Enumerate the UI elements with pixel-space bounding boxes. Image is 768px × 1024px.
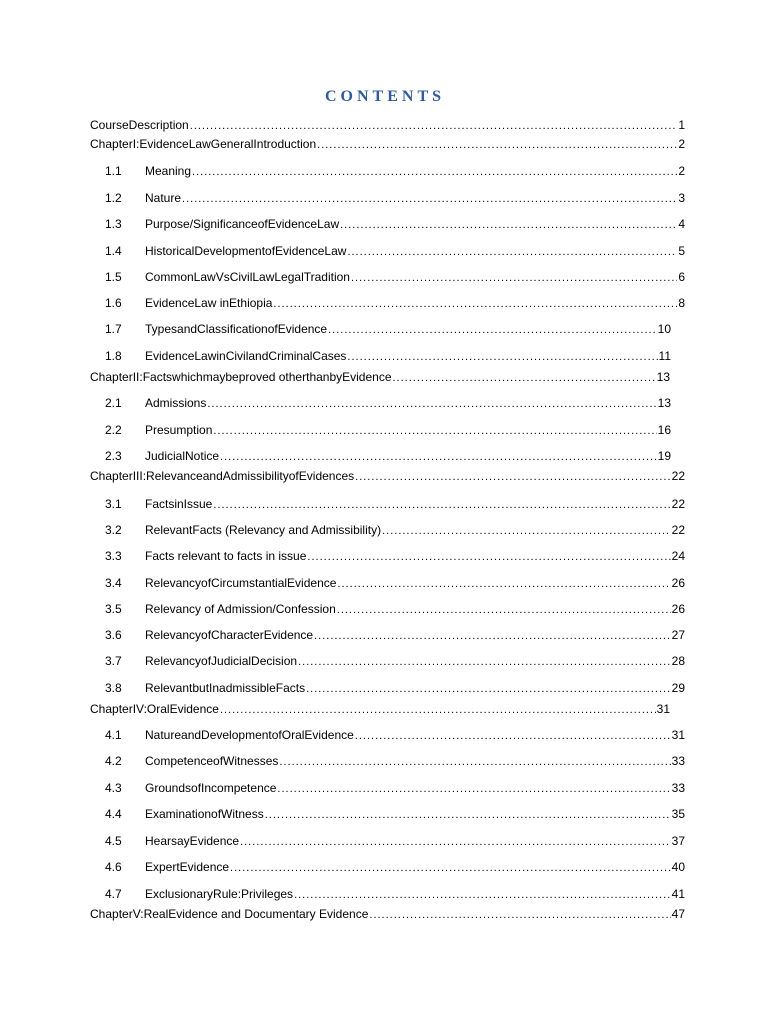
toc-entry[interactable] <box>90 701 670 718</box>
entry-number: 3.4 <box>105 576 122 590</box>
entry-title: CommonLawVsCivilLawLegalTradition <box>145 270 350 284</box>
toc-entry[interactable] <box>105 548 685 565</box>
entry-number: 3.8 <box>105 681 122 695</box>
dot-leader <box>314 628 671 644</box>
entry-title: ChapterI:EvidenceLawGeneralIntroduction <box>90 137 317 151</box>
dot-leader <box>347 244 677 260</box>
dot-leader <box>298 654 671 670</box>
entry-number: 4.4 <box>105 807 122 821</box>
page-number: 47 <box>671 907 685 921</box>
toc-entry[interactable] <box>105 601 685 618</box>
dot-leader <box>273 296 677 312</box>
entry-title: Admissions <box>145 396 207 410</box>
page-number: 31 <box>656 702 670 716</box>
entry-title: ExclusionaryRule:Privileges <box>145 887 294 901</box>
dot-leader <box>265 807 671 823</box>
page-number: 22 <box>671 469 685 483</box>
entry-title: GroundsofIncompetence <box>145 781 277 795</box>
entry-number: 3.5 <box>105 602 122 616</box>
dot-leader <box>182 191 677 207</box>
dot-leader <box>355 728 671 744</box>
page-number: 33 <box>671 754 685 768</box>
dot-leader <box>337 602 671 618</box>
dot-leader <box>317 137 677 153</box>
toc-entry[interactable] <box>105 653 685 670</box>
entry-title: ChapterII:Factswhichmaybeproved otherthanbyEvidence <box>90 370 392 384</box>
dot-leader <box>220 449 657 465</box>
entry-number: 2.2 <box>105 423 122 437</box>
dot-leader <box>213 497 670 513</box>
toc-entry[interactable] <box>105 216 685 233</box>
entry-number: 4.2 <box>105 754 122 768</box>
page-number: 22 <box>671 497 685 511</box>
dot-leader <box>279 754 670 770</box>
toc-entry[interactable] <box>105 448 671 465</box>
page-number: 35 <box>671 807 685 821</box>
toc-entry[interactable] <box>105 833 685 850</box>
toc-entry[interactable] <box>105 163 685 180</box>
entry-number: 1.1 <box>105 164 122 178</box>
entry-title: Meaning <box>145 164 192 178</box>
toc-entry[interactable] <box>90 468 685 485</box>
toc-entry[interactable] <box>105 395 671 412</box>
entry-number: 2.1 <box>105 396 122 410</box>
entry-title: ExaminationofWitness <box>145 807 264 821</box>
entry-title: CourseDescription <box>90 118 189 132</box>
entry-number: 3.6 <box>105 628 122 642</box>
entry-number: 3.3 <box>105 549 122 563</box>
page-number: 5 <box>678 244 685 258</box>
dot-leader <box>207 396 656 412</box>
page-number: 29 <box>671 681 685 695</box>
toc-entry[interactable] <box>90 117 685 134</box>
entry-title: RelevantbutInadmissibleFacts <box>145 681 306 695</box>
page-number: 10 <box>657 322 671 336</box>
entry-title: TypesandClassificationofEvidence <box>145 322 328 336</box>
entry-title: EvidenceLawinCivilandCriminalCases <box>145 349 347 363</box>
page-number: 13 <box>656 370 670 384</box>
page-number: 4 <box>678 217 685 231</box>
dot-leader <box>369 907 670 923</box>
page-number: 26 <box>671 602 685 616</box>
toc-entry[interactable] <box>105 190 685 207</box>
page-number: 6 <box>678 270 685 284</box>
toc-entry[interactable] <box>105 753 685 770</box>
page-number: 1 <box>678 118 685 132</box>
toc-entry[interactable] <box>90 369 670 386</box>
entry-number: 1.4 <box>105 244 122 258</box>
toc-entry[interactable] <box>105 422 671 439</box>
dot-leader <box>351 270 677 286</box>
entry-title: JudicialNotice <box>145 449 220 463</box>
entry-number: 1.2 <box>105 191 122 205</box>
dot-leader <box>393 370 656 386</box>
toc-entry[interactable] <box>105 780 685 797</box>
entry-number: 4.7 <box>105 887 122 901</box>
entry-title: HearsayEvidence <box>145 834 240 848</box>
entry-title: Facts relevant to facts in issue <box>145 549 307 563</box>
page-number: 11 <box>658 349 671 363</box>
entry-title: CompetenceofWitnesses <box>145 754 279 768</box>
entry-title: ExpertEvidence <box>145 860 230 874</box>
toc-entry[interactable] <box>105 348 671 365</box>
toc-entry[interactable] <box>105 496 685 513</box>
toc-entry[interactable] <box>90 906 685 923</box>
entry-title: RelevancyofCircumstantialEvidence <box>145 576 337 590</box>
page-number: 2 <box>678 137 685 151</box>
dot-leader <box>190 118 678 134</box>
toc-entry[interactable] <box>105 859 685 876</box>
page-number: 37 <box>671 834 685 848</box>
entry-number: 1.7 <box>105 322 122 336</box>
toc-entry[interactable] <box>105 575 685 592</box>
entry-number: 4.1 <box>105 728 122 742</box>
page-number: 19 <box>657 449 671 463</box>
entry-title: Nature <box>145 191 182 205</box>
dot-leader <box>337 576 670 592</box>
entry-number: 1.3 <box>105 217 122 231</box>
entry-title: EvidenceLaw inEthiopia <box>145 296 273 310</box>
toc-entry[interactable] <box>90 136 685 153</box>
entry-title: RelevantFacts (Relevancy and Admissibility) <box>145 523 382 537</box>
entry-title: RelevancyofCharacterEvidence <box>145 628 314 642</box>
page-title: CONTENTS <box>324 88 446 105</box>
dot-leader <box>347 349 657 365</box>
entry-number: 1.8 <box>105 349 122 363</box>
entry-number: 4.3 <box>105 781 122 795</box>
dot-leader <box>382 523 671 539</box>
page-number: 2 <box>678 164 685 178</box>
entry-title: HistoricalDevelopmentofEvidenceLaw <box>145 244 347 258</box>
toc-entry[interactable] <box>105 886 685 903</box>
toc-entry[interactable] <box>105 243 685 260</box>
entry-title: ChapterIII:RelevanceandAdmissibilityofEvidences <box>90 469 355 483</box>
dot-leader <box>213 423 656 439</box>
dot-leader <box>340 217 677 233</box>
toc-entry[interactable] <box>105 727 685 744</box>
page-number: 24 <box>671 549 685 563</box>
entry-title: RelevancyofJudicialDecision <box>145 654 298 668</box>
page-number: 26 <box>671 576 685 590</box>
toc-entry[interactable] <box>105 321 671 338</box>
entry-title: FactsinIssue <box>145 497 213 511</box>
page-number: 31 <box>671 728 685 742</box>
entry-title: NatureandDevelopmentofOralEvidence <box>145 728 354 742</box>
page-number: 28 <box>671 654 685 668</box>
dot-leader <box>328 322 657 338</box>
entry-title: Purpose/SignificanceofEvidenceLaw <box>145 217 340 231</box>
page-number: 40 <box>671 860 685 874</box>
entry-title: Presumption <box>145 423 213 437</box>
entry-title: Relevancy of Admission/Confession <box>145 602 336 616</box>
entry-number: 4.6 <box>105 860 122 874</box>
entry-number: 1.5 <box>105 270 122 284</box>
toc-entry[interactable] <box>105 806 685 823</box>
toc-entry[interactable] <box>105 627 685 644</box>
entry-number: 2.3 <box>105 449 122 463</box>
entry-title: ChapterV:RealEvidence and Documentary Evidence <box>90 907 369 921</box>
entry-number: 3.1 <box>105 497 122 511</box>
page-number: 27 <box>671 628 685 642</box>
page-number: 3 <box>678 191 685 205</box>
toc-entry[interactable] <box>105 680 685 697</box>
page-number: 22 <box>671 523 685 537</box>
dot-leader <box>230 860 671 876</box>
entry-number: 3.7 <box>105 654 122 668</box>
dot-leader <box>307 549 670 565</box>
page-number: 13 <box>657 396 671 410</box>
dot-leader <box>220 702 656 718</box>
page-number: 33 <box>671 781 685 795</box>
entry-number: 4.5 <box>105 834 122 848</box>
entry-title: ChapterIV:OralEvidence <box>90 702 219 716</box>
page-number: 8 <box>678 296 685 310</box>
toc-entry[interactable] <box>105 295 685 312</box>
entry-number: 3.2 <box>105 523 122 537</box>
dot-leader <box>306 681 671 697</box>
toc-entry[interactable] <box>105 269 685 286</box>
page-number: 16 <box>657 423 671 437</box>
dot-leader <box>192 164 677 180</box>
dot-leader <box>277 781 670 797</box>
dot-leader <box>294 887 671 903</box>
entry-number: 1.6 <box>105 296 122 310</box>
toc-entry[interactable] <box>105 522 685 539</box>
page-number: 41 <box>671 887 685 901</box>
dot-leader <box>355 469 671 485</box>
dot-leader <box>240 834 671 850</box>
